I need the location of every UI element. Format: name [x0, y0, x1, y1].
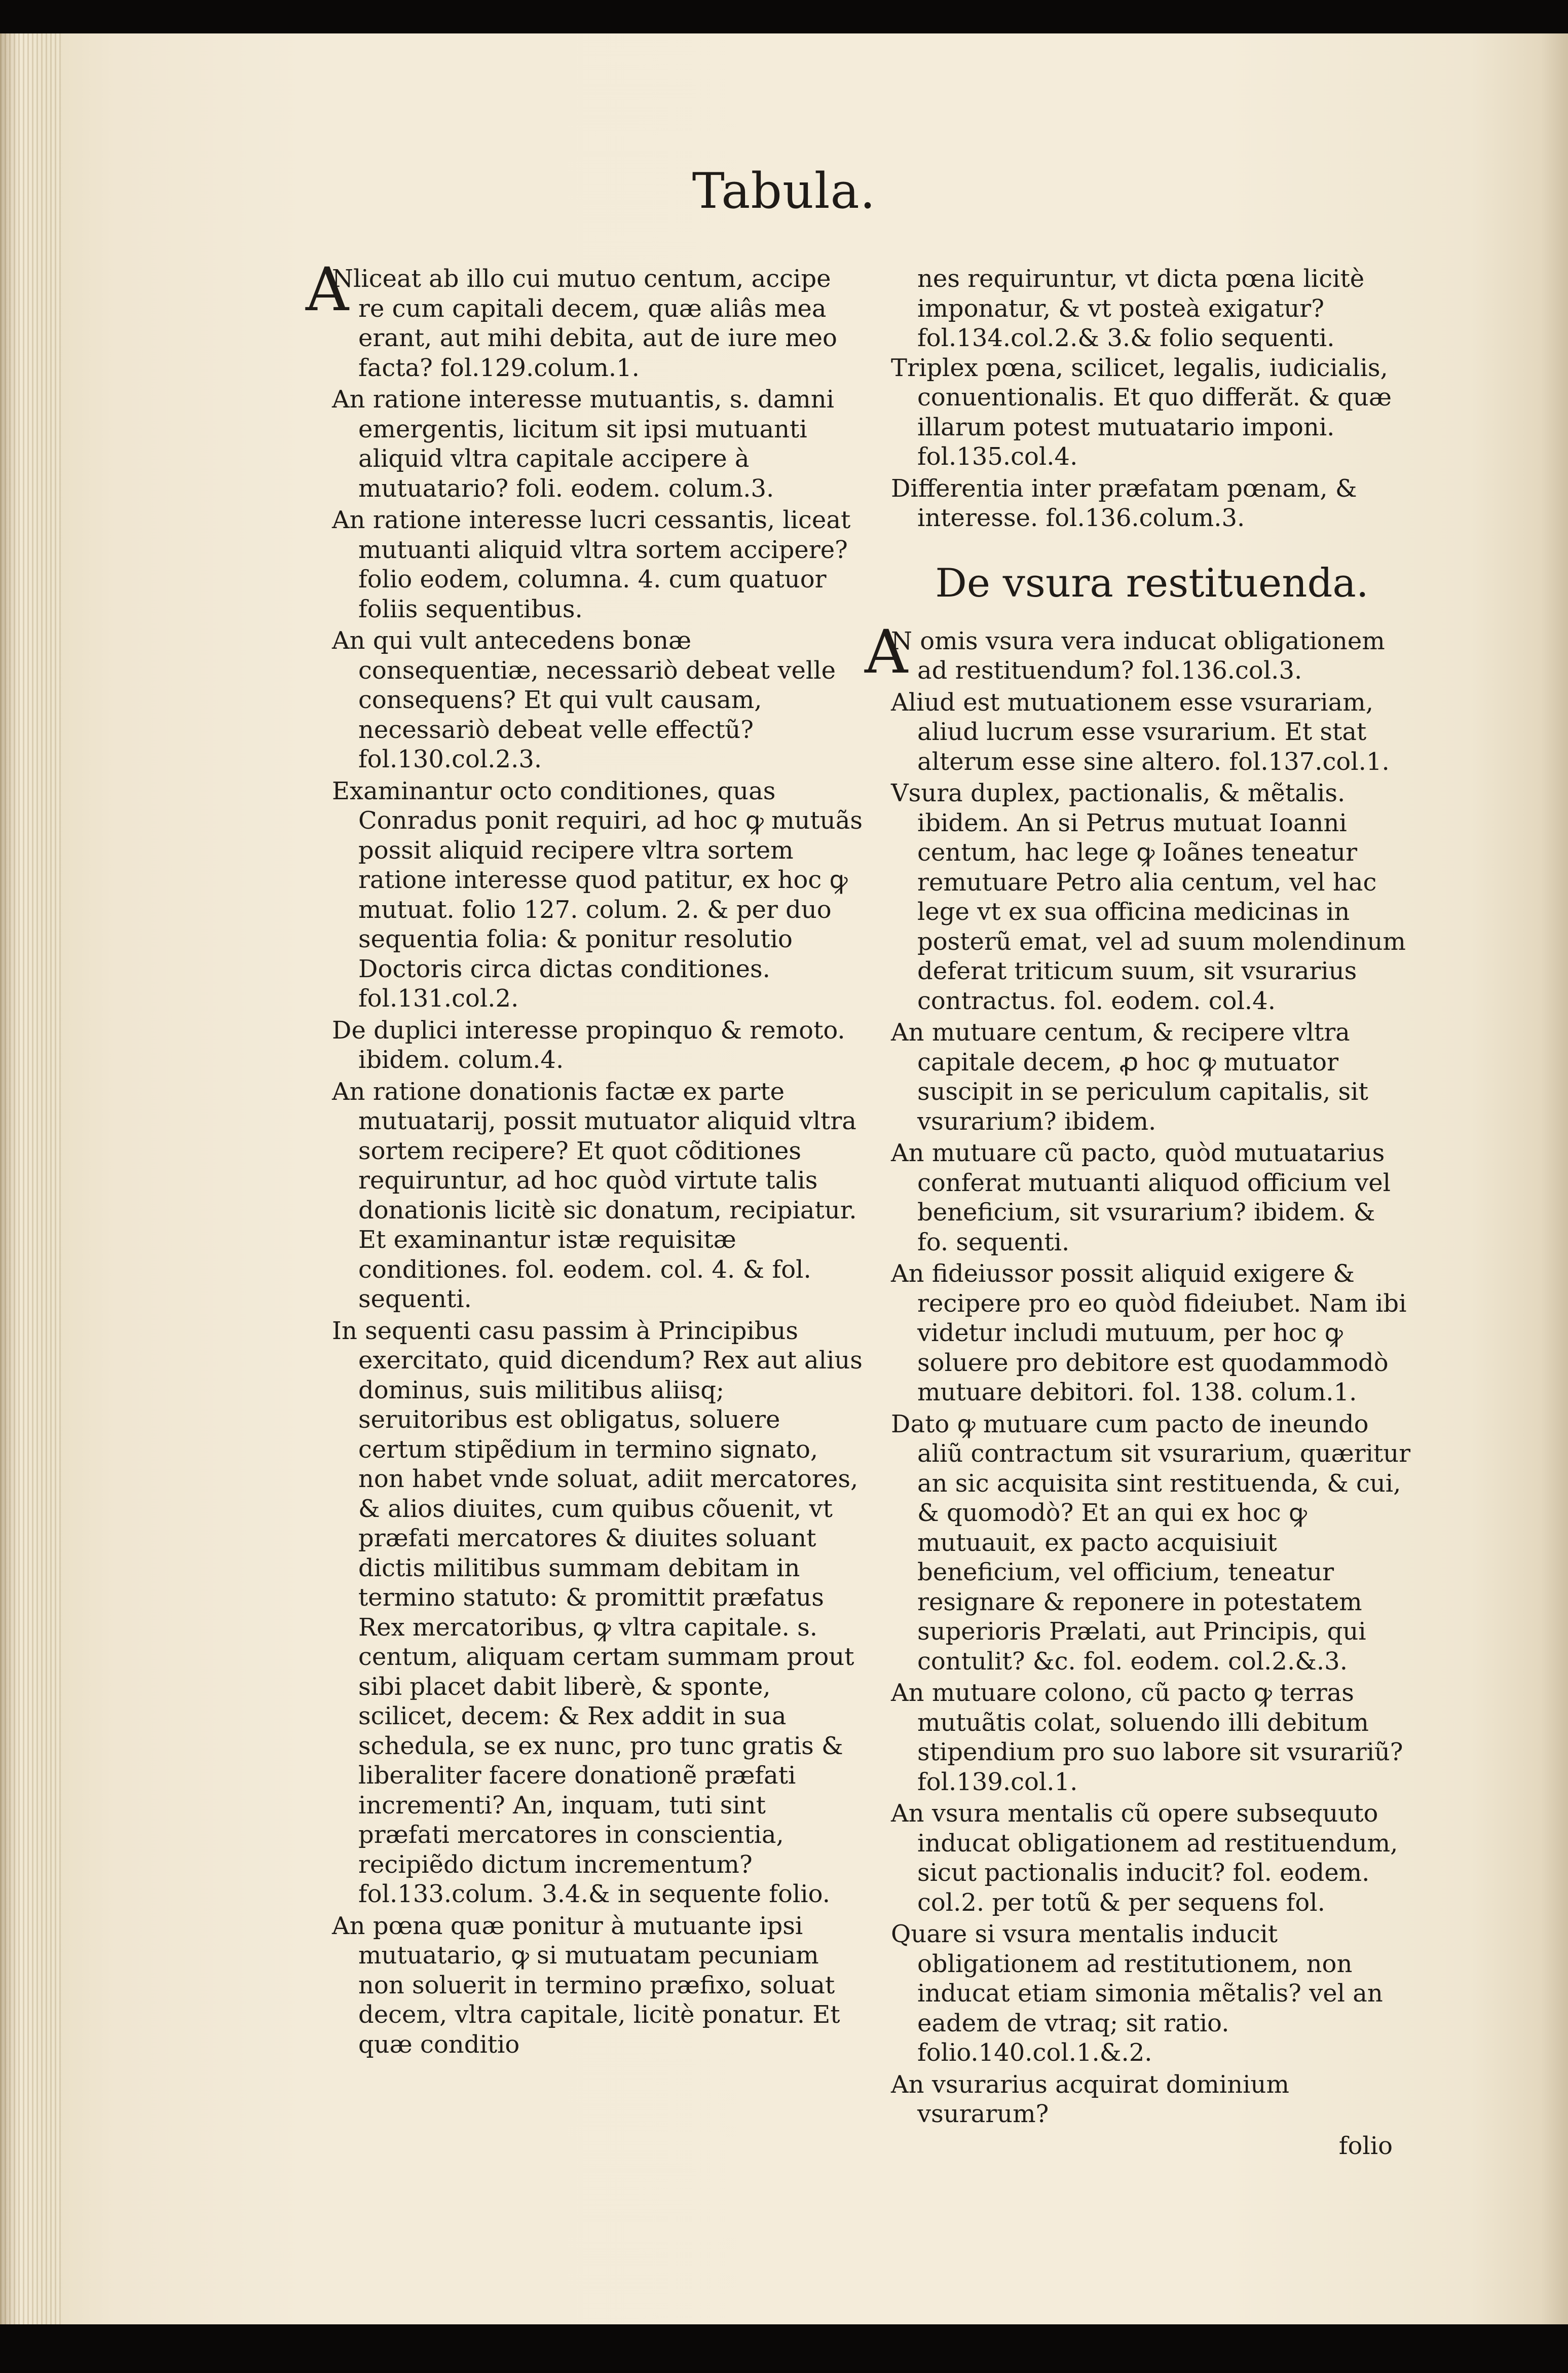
index-entry: A N omis vsura vera inducat obligationem ad restituendum? fol.136.col.3.	[865, 616, 1385, 687]
index-entry: An mutuare cũ pacto, quòd mutuatarius conferat mutuanti aliquod officium vel beneficium, sit vsurarium? ibidem. & fo. sequenti.	[891, 1139, 1391, 1256]
index-entry: Differentia inter præfatam pœnam, & interesse. fol.136.colum.3.	[891, 474, 1357, 532]
index-entry: An qui vult antecedens bonæ consequentiæ, necessariò debeat velle consequens? Et qui vult causam, necessariò debeat velle effectũ? fol.130.col.2.3.	[332, 626, 836, 773]
index-entry: An mutuare colono, cũ pacto ꝙ terras mutuãtis colat, soluendo illi debitum stipendium pro suo labore sit vsurariũ? fol.139.col.1.	[891, 1679, 1403, 1796]
index-entry: An mutuare centum, & recipere vltra capitale decem, ꝓ hoc ꝙ mutuator suscipit in se periculum capitalis, sit vsurarium? ibidem.	[891, 1018, 1368, 1136]
index-entry: Dato ꝙ mutuare cum pacto de ineundo aliũ contractum sit vsurarium, quæritur an sic acquisita sint restituenda, & cui, & quomodò? Et an qui ex hoc ꝙ mutuauit, ex pacto acquisiuit beneficium, vel officium, teneatur resignare & reponere in potestatem superioris Prælati, aut Principis, qui contulit? &c. fol. eodem. col.2.&.3.	[891, 1410, 1411, 1676]
drop-cap-a: A	[306, 254, 349, 324]
page-title: Tabula.	[692, 163, 876, 219]
index-entry: In sequenti casu passim à Principibus exercitato, quid dicendum? Rex aut alius dominus, suis militibus aliisq; seruitoribus est obligatus, soluere certum stipẽdium in termino signato, non habet vnde soluat, adiit mercatores, & alios diuites, cum quibus cõuenit, vt præfati mercatores & diuites soluant dictis militibus summam debitam in termino statuto: & promittit præfatus Rex mercatoribus, ꝙ vltra capitale. s. centum, aliquam certam summam prout sibi placet dabit liberè, & sponte, scilicet, decem: & Rex addit in sua schedula, se ex nunc, pro tunc gratis & liberaliter facere donationẽ præfati incrementi? An, inquam, tuti sint præfati mercatores in conscientia, recipiẽdo dictum incrementum? fol.133.colum. 3.4.& in sequente folio.	[332, 1316, 863, 1908]
index-entry: An ratione interesse lucri cessantis, liceat mutuanti aliquid vltra sortem accipere? folio eodem, columna. 4. cum quatuor foliis sequentibus.	[332, 506, 851, 623]
continued-entry: nes requiruntur, vt dicta pœna licitè imponatur, & vt posteà exigatur? fol.134.col.2.& 3.& folio sequenti.	[917, 265, 1365, 352]
left-column	[306, 254, 864, 2061]
section-heading: De vsura restituenda.	[935, 560, 1369, 606]
index-entry: An vsura mentalis cũ opere subsequuto inducat obligationem ad restituendum, sicut pactionalis inducit? fol. eodem. col.2. per totũ & per sequens fol.	[891, 1799, 1398, 1917]
index-entry: An pœna quæ ponitur à mutuante ipsi mutuatario, ꝙ si mutuatam pecuniam non soluerit in termino præfixo, soluat decem, vltra capitale, licitè ponatur. Et quæ conditio	[332, 1911, 840, 2059]
index-entry: Vsura duplex, pactionalis, & mẽtalis. ibidem. An si Petrus mutuat Ioanni centum, hac lege ꝙ Ioãnes teneatur remutuare Petro alia centum, vel hac lege vt ex sua officina medicinas in posterũ emat, vel ad suum molendinum deferat triticum suum, sit vsurarius contractus. fol. eodem. col.4.	[891, 779, 1406, 1015]
index-entry: Quare si vsura mentalis inducit obligationem ad restitutionem, non inducat etiam simonia mẽtalis? vel an eadem de vtraq; sit ratio. folio.140.col.1.&.2.	[891, 1920, 1383, 2067]
index-entry: Aliud est mutuationem esse vsurariam, aliud lucrum esse vsurarium. Et stat alterum esse sine altero. fol.137.col.1.	[891, 688, 1390, 776]
index-entry: An ratione interesse mutuantis, s. damni emergentis, licitum sit ipsi mutuanti aliquid vltra capitale accipere à mutuatario? foli. eodem. colum.3.	[332, 385, 834, 503]
right-column	[865, 264, 1413, 2161]
index-entry: An ratione donationis factæ ex parte mutuatarij, possit mutuator aliquid vltra sortem recipere? Et quot cõditiones requiruntur, ad hoc quòd virtute talis donationis licitè sic donatum, recipiatur. Et examinantur istæ requisitæ conditiones. fol. eodem. col. 4. & fol. sequenti.	[332, 1077, 857, 1313]
index-entry: An fideiussor possit aliquid exigere & recipere pro eo quòd fideiubet. Nam ibi videtur includi mutuum, per hoc ꝙ soluere pro debitore est quodammodò mutuare debitori. fol. 138. colum.1.	[891, 1259, 1407, 1406]
index-entry: Triplex pœna, scilicet, legalis, iudicialis, conuentionalis. Et quo differăt. & quæ illarum potest mutuatario imponi. fol.135.col.4.	[891, 353, 1392, 471]
drop-cap-a: A	[865, 616, 908, 687]
index-entry: De duplici interesse propinquo & remoto. ibidem. colum.4.	[332, 1016, 845, 1074]
index-entry: An vsurarius acquirat dominium vsurarum?	[891, 2070, 1289, 2128]
index-entry: Examinantur octo conditiones, quas Conradus ponit requiri, ad hoc ꝙ mutuãs possit aliquid recipere vltra sortem ratione interesse quod patitur, ex hoc ꝙ mutuat. folio 127. colum. 2. & per duo sequentia folia: & ponitur resolutio Doctoris circa dictas conditiones. fol.131.col.2.	[332, 776, 863, 1013]
catchword: folio	[1338, 2131, 1393, 2160]
index-entry: A Nliceat ab illo cui mutuo centum, accipe re cum capitali decem, quæ aliâs mea erant, aut mihi debita, aut de iure meo facta? fol.129.colum.1.	[306, 254, 837, 382]
book-page	[0, 33, 1568, 2324]
